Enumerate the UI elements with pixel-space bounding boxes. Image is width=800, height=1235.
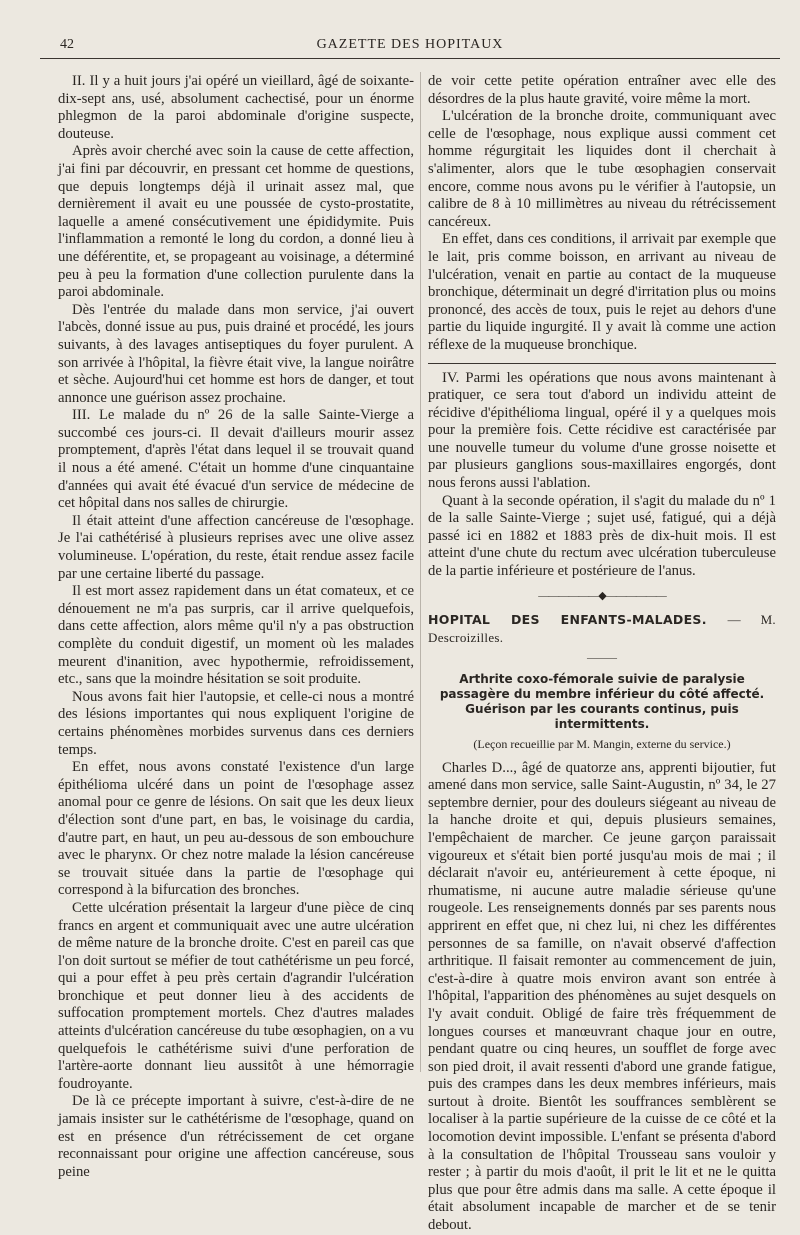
article-title: Arthrite coxo-fémorale suivie de paralysie passagère du membre inférieur du côté affecté. Guérison par les courants continus, puis intermittents.: [439, 672, 765, 731]
section-ornament: ——————◆——————: [538, 589, 666, 602]
page-header: [40, 34, 780, 59]
small-dash: ———: [587, 653, 617, 665]
column-divider: [420, 72, 421, 1072]
journal-title: GAZETTE DES HOPITAUX: [316, 37, 504, 52]
paragraph: En effet, nous avons constaté l'existence d'un large épithélioma ulcéré dans un point de l'œsophage assez anomal pour ce genre de lésions. On sait que les deux lieux d'élection sont d'une part, en bas, le voisinage du cardia, d'autre part, en haut, un peu au-dessous de son embouchure avec le pharynx. Or chez notre malade la lésion cancéreuse se trouvait située dans la partie de l'œsophage qui correspond à la bifurcation des bronches.: [58, 759, 414, 899]
paragraph: Charles D..., âgé de quatorze ans, apprenti bijoutier, fut amené dans mon service, salle Saint-Augustin, nº 34, le 27 septembre dernier, pour des douleurs siégeant au niveau de la hanche droite et qui, depuis plusieurs semaines, l'empêchaient de marcher. Ce jeune garçon paraissait vigoureux et s'était bien porté jusqu'au mois de mai ; il déclarait n'avoir eu, antérieurement à cette époque, ni rhumatisme, ni aucune autre maladie sérieuse qu'une rougeole. Les renseignements donnés par ses parents nous apprirent en effet que, ni chez lui, ni chez les différentes personnes de sa famille, on n'avait observé d'affection arthritique. Il faisait remonter au commencement de juin, c'est-à-dire à quatre mois environ avant son entrée à l'hôpital, l'apparition des phénomènes au sujet desquels on l'y avait conduit. Obligé de faire très fréquemment de longues courses et manœuvrant chaque jour en outre, pendant quatre ou cinq heures, un soufflet de forge avec son pied droit, il avait ressenti d'abord une grande fatigue, puis des crampes dans les deux membres inférieurs, mais surtout à droite. Bientôt les souffrances semblèrent se localiser à la partie supérieure de la cuisse de ce côté et la locomotion devint impossible. L'enfant se présenta d'abord à la consultation de l'hôpital Trousseau sans vouloir y rester ; à partir du mois d'août, il prit le lit et ne le quitta plus que pour être admis dans ma salle. A cette époque il était absolument incapable de marcher et de se tenir debout.: [428, 759, 776, 1234]
paragraph: Il est mort assez rapidement dans un état comateux, et ce dénouement ne m'a pas surpris, car il arrive quelquefois, dans cette affection, alors même qu'il n'y a pas obstruction complète du conduit digestif, un moment où les malades meurent d'inanition, avec hypothermie, refroidissement, etc., sans que la moindre hésitation se soit produite.: [58, 583, 414, 688]
paragraph: Il était atteint d'une affection cancéreuse de l'œsophage. Je l'ai cathétérisé à plusieurs reprises avec une olive assez volumineuse. L'opération, du reste, était rendue assez facile par une certaine liberté du passage.: [58, 512, 414, 582]
doctor-name: — M. Descroizilles.: [428, 612, 776, 645]
left-column: [58, 73, 414, 1181]
paragraph: En effet, dans ces conditions, il arrivait par exemple que le lait, pris comme boisson, en arrivant au niveau de l'ulcération, venait en partie au contact de la muqueuse bronchique, déterminait un degré d'irritation plus ou moins prononcé, des accès de toux, puis le rejet au dehors d'une partie du liquide ingurgité. Il y avait là comme une action réflexe de la muqueuse bronchique.: [428, 231, 776, 353]
paragraph: L'ulcération de la bronche droite, communiquant avec celle de l'œsophage, nous explique aussi comment cet homme régurgitait les liquides dont il cherchait à s'alimenter, alors que le tube œsophagien conservait encore, comme nous avons pu le vérifier à l'autopsie, un calibre de 8 à 10 millimètres au niveau du rétrécissement cancéreux.: [428, 108, 776, 230]
paragraph: III. Le malade du nº 26 de la salle Sainte-Vierge a succombé ces jours-ci. Il devait d'ailleurs mourir assez promptement, d'après l'état dans lequel il se trouvait quand il nous a été amené. C'était un homme d'une cinquantaine d'années qui avait été évacué d'un service de médecine de cet hôpital dans nos salles de chirurgie.: [58, 407, 414, 512]
paragraph: Après avoir cherché avec soin la cause de cette affection, j'ai fini par découvrir, en pressant cet homme de questions, que depuis longtemps déjà il urinait assez mal, que dernièrement il avait eu une poussée de cysto-prostatite, laquelle a amené consécutivement une épididymite. Puis l'inflammation a remonté le long du cordon, a donné lieu à une déférentite, et, se propageant au voisinage, a déterminé peu à peu la formation d'une collection purulente dans la paroi abdominale.: [58, 143, 414, 301]
paragraph: Quant à la seconde opération, il s'agit du malade du nº 1 de la salle Sainte-Vierge ; sujet usé, fatigué, qui a déjà passé ici en 1882 et 1883 près de dix-huit mois. Il est atteint d'une chute du rectum avec ulcération tuberculeuse de la partie inférieure et postérieure de l'anus.: [428, 492, 776, 580]
paragraph: IV. Parmi les opérations que nous avons maintenant à pratiquer, ce sera tout d'abord un individu atteint de récidive d'épithélioma lingual, opéré il y a quelques mois pour la première fois. Cette récidive est caractérisée par une nouvelle tumeur du volume d'une grosse noisette et par plusieurs ganglions sous-maxillaires engorgés, dont nous ferons aussi l'ablation.: [428, 369, 776, 492]
paragraph: Nous avons fait hier l'autopsie, et celle-ci nous a montré des lésions importantes qui nous expliquent l'origine de certains phénomènes morbides survenus dans ces derniers temps.: [58, 688, 414, 758]
hospital-name: HOPITAL DES ENFANTS-MALADES.: [428, 612, 707, 628]
paragraph: De là ce précepte important à suivre, c'est-à-dire de ne jamais insister sur le cathétérisme de l'œsophage, quand on est en présence d'un rétrécissement de cet organe reconnaissant pour origine une affection cancéreuse, sous peine: [58, 1093, 414, 1180]
lecture-note: (Leçon recueillie par M. Mangin, externe du service.): [473, 737, 731, 751]
right-column: [428, 73, 776, 1235]
hospital-heading: [428, 611, 776, 646]
paragraph: II. Il y a huit jours j'ai opéré un vieillard, âgé de soixante-dix-sept ans, usé, absolument cachectisé, pour un énorme phlegmon de la paroi abdominale d'origine suspecte, douteuse.: [58, 73, 414, 142]
paragraph: Dès l'entrée du malade dans mon service, j'ai ouvert l'abcès, donné issue au pus, puis drainé et procédé, les jours suivants, à des lavages antiseptiques du foyer purulent. A son arrivée à l'hôpital, la fièvre était vive, la langue noirâtre et sèche. Aujourd'hui cet homme est hors de danger, et tout annonce une guérison assez prochaine.: [58, 301, 414, 406]
paragraph: Cette ulcération présentait la largeur d'une pièce de cinq francs en argent et communiquait avec une autre ulcération de même nature de la bronche droite. C'est en pareil cas que l'on doit surtout se méfier de tout cathétérisme un peu forcé, qui a pour effet à peu près certain d'agrandir l'ulcération bronchique et peut donner lieu à des accidents de suffocation promptement mortels. Chez d'autres malades atteints d'ulcération cancéreuse du tube œsophagien, on a vu quelquefois le cathétérisme suivi d'une perforation de l'artère-aorte donnant lieu aussitôt à une hémorragie foudroyante.: [58, 899, 414, 1092]
section-rule: [428, 363, 776, 364]
page-number: 42: [60, 37, 74, 52]
paragraph: de voir cette petite opération entraîner avec elle des désordres de la plus haute gravité, voire même la mort.: [428, 73, 776, 107]
